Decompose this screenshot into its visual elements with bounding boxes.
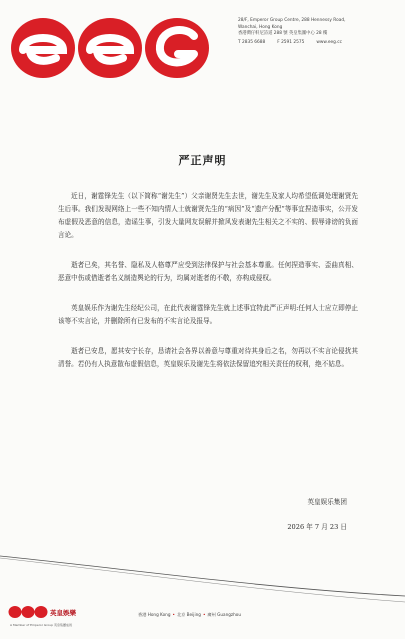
statement-paragraph-4: 逝者已安息，愿其安宁长存，恳请社会各界以善意与尊重对待其身后之名，勿再以不实言论侵扰其清誉。若仍有人执意散布虚假信息，英皇娱乐及谢先生将依法保留追究相关责任的权利，绝不姑息。 (58, 347, 358, 368)
footer-city-beijing: 北京 Beijing (176, 612, 201, 617)
eeg-logo (10, 14, 210, 82)
phone-number: T 2835 6688 (238, 39, 266, 45)
address-line-2: Wanchai, Hong Kong (238, 24, 283, 30)
contact-row (238, 40, 398, 47)
logo-letter-e2 (78, 18, 142, 78)
logo-letter-g (145, 18, 209, 78)
footer-cities (138, 612, 241, 618)
footer-logo-caption: A Member of Emperor Group 英皇集團成員 (10, 623, 72, 627)
signatory-name: 英皇娱乐集团 (307, 498, 347, 506)
logo-letter-e1 (11, 18, 75, 78)
footer-swoosh-line (0, 546, 405, 606)
footer-city-guangzhou: 廣州 Guangzhou (207, 612, 241, 617)
statement-paragraph-1: 近日，谢霆锋先生（以下简称“谢先生”）父亲谢贤先生去世，谢先生及家人均希望低调处理谢贤先生后事。我们发现网络上一些不知内情人士就谢贤先生的“病因”及“遗产分配”等事宜捏造事实，公开发布虚假及恶意的信息，造谣生事，引发大量网友误解并掀风发表谢先生相关之不实的、假辱诽谤的负面言论。 (58, 192, 358, 239)
statement-title: 严正声明 (178, 154, 227, 167)
company-address-block (238, 18, 398, 46)
footer-logo-dot-2 (22, 606, 35, 618)
website-link[interactable]: www.eeg.cc (316, 39, 342, 45)
footer-brand-name: 英皇娛樂 (50, 609, 76, 617)
footer-logo-dot-3 (35, 606, 48, 618)
statement-paragraph-3: 英皇娱乐作为谢先生经纪公司，在此代表谢霆锋先生就上述事宜特此严正声明:任何人士应立即停止该等不实言论，并删除所有已发布的不实言论及报导。 (58, 304, 358, 325)
address-line-1: 28/F, Emperor Group Centre, 288 Hennessy Road, (238, 18, 346, 23)
fax-number: F 2591 2575 (277, 39, 305, 45)
footer-logo (8, 602, 98, 622)
footer-city-hong-kong: 香港 Hong Kong (138, 612, 171, 617)
footer-separator: • (202, 612, 206, 617)
statement-date: 2026 年 7 月 23 日 (287, 523, 347, 531)
statement-paragraph-2: 逝者已矣，其名誉、隐私及人格尊严应受到法律保护与社会基本尊重。任何捏造事实、歪曲真相、恶意中伤或借逝者名义制造舆论的行为，均属对逝者的不敬，亦构成侵权。 (58, 261, 358, 282)
footer-logo-dot-1 (9, 606, 22, 618)
address-line-3: 香港灣仔軒尼詩道 288 號 英皇集團中心 28 樓 (238, 31, 328, 37)
footer-separator: • (172, 612, 175, 617)
statement-body (58, 190, 358, 388)
